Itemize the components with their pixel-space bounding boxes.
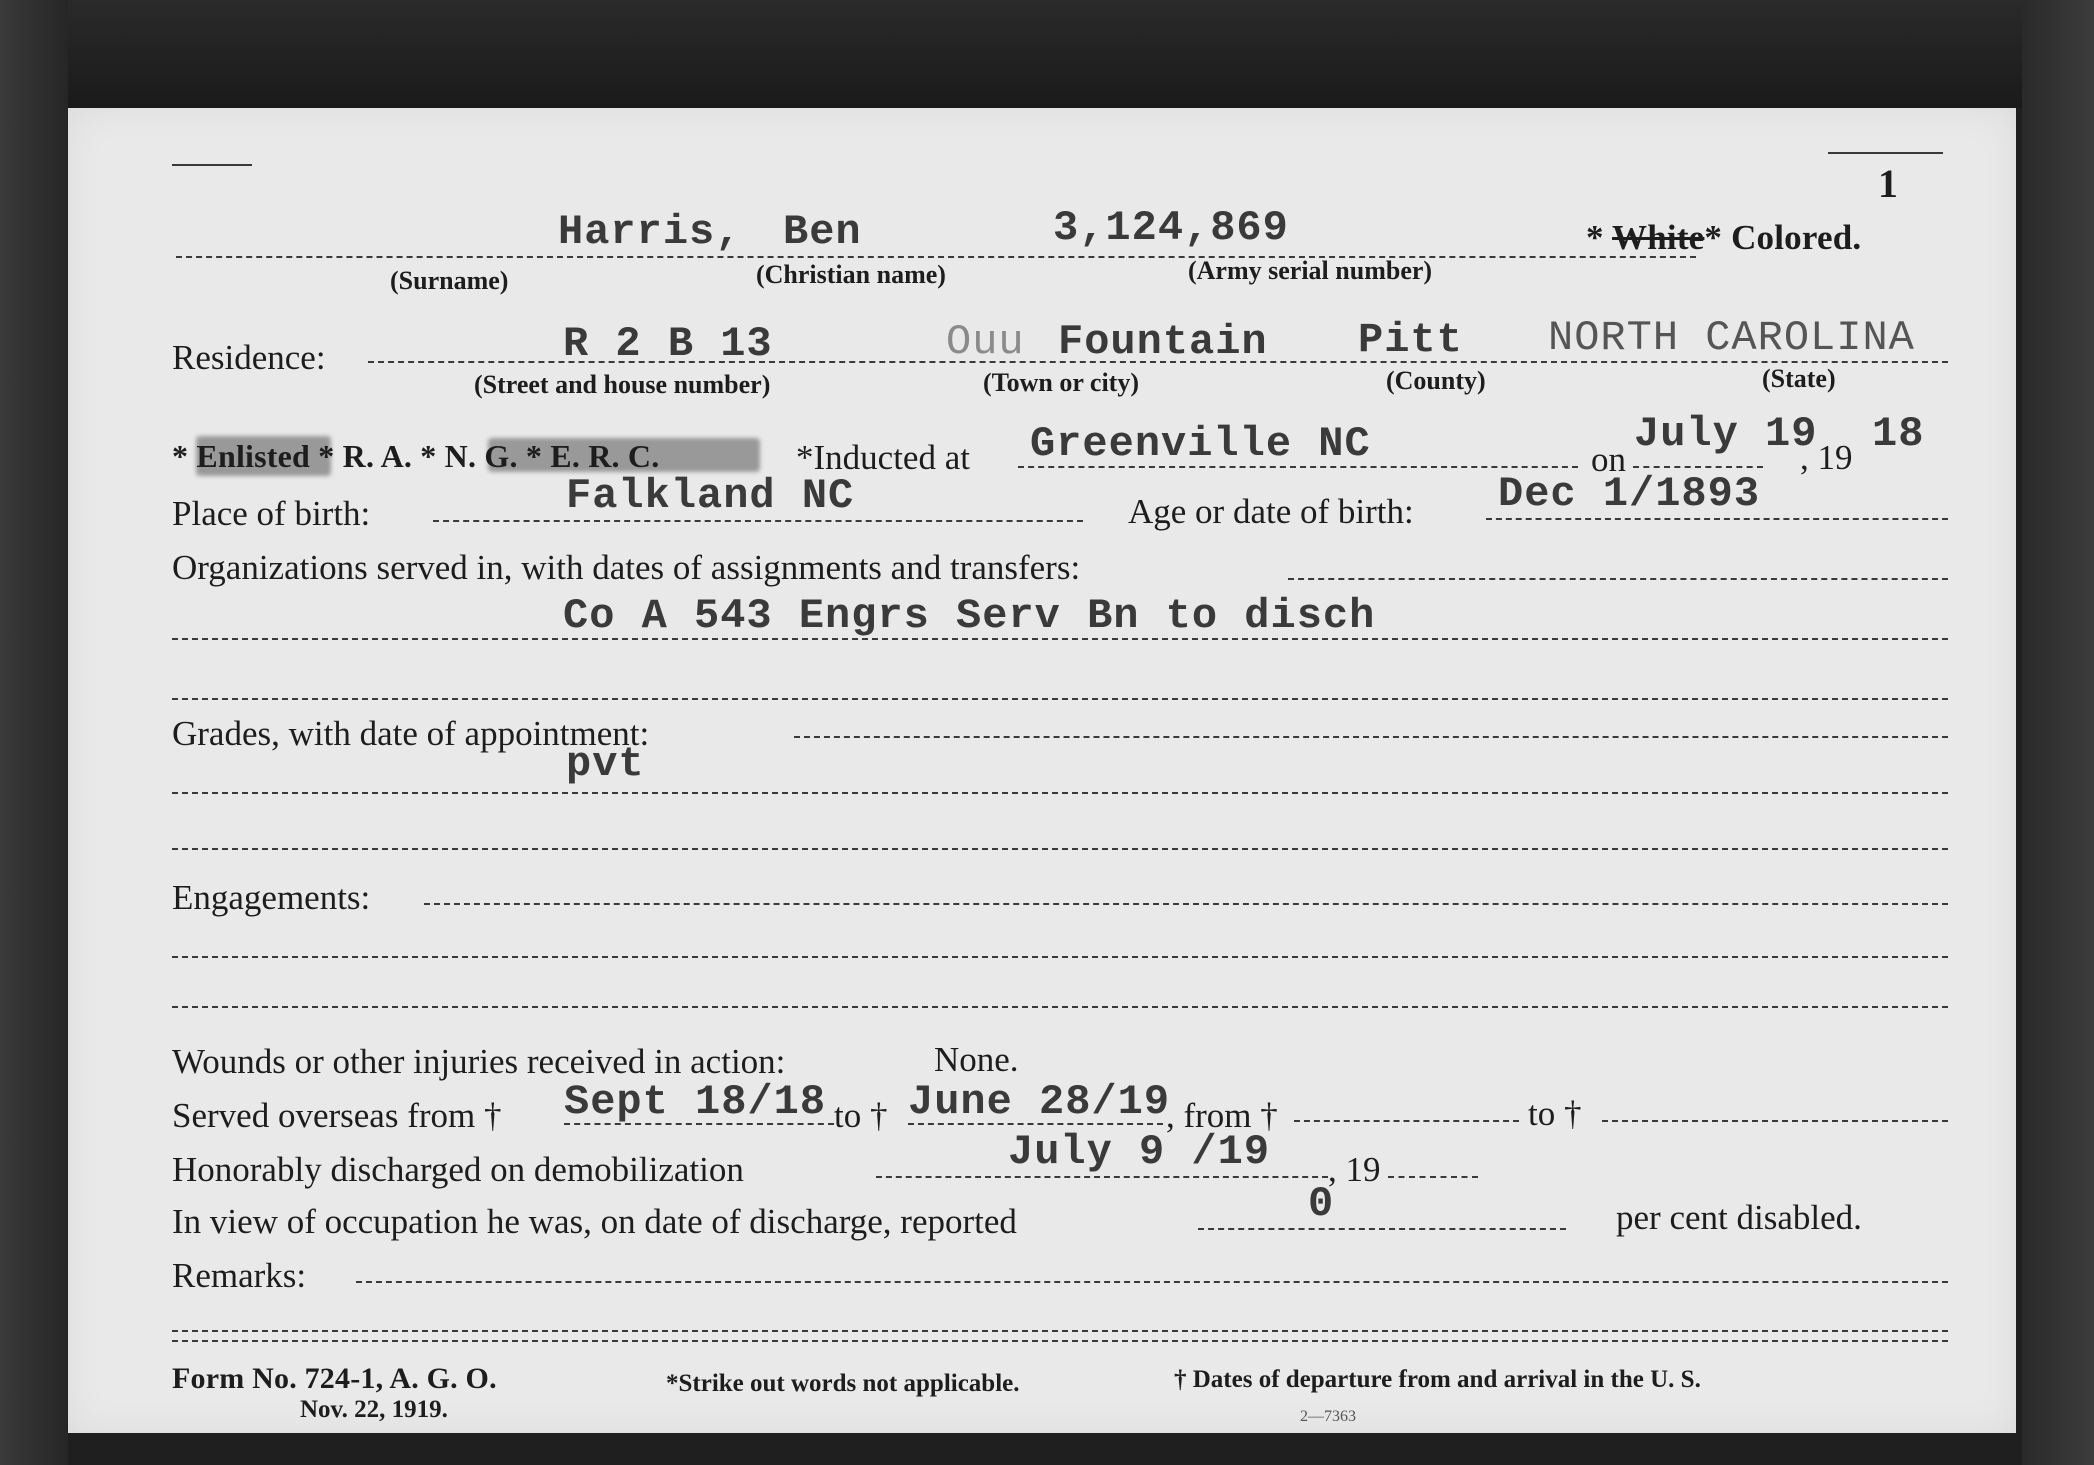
overseas-to-value: June 28/19 — [908, 1078, 1171, 1126]
inducted-place-value: Greenville NC — [1030, 420, 1371, 468]
grades-line-3 — [172, 848, 1948, 850]
christian-name-caption: (Christian name) — [756, 260, 946, 289]
footnote-dates: † Dates of departure from and arrival in the U. S. — [1174, 1366, 1701, 1393]
scan-background-right — [2022, 0, 2094, 1465]
discharge-label: Honorably discharged on demobilization — [172, 1150, 744, 1189]
engagements-label: Engagements: — [172, 878, 371, 917]
scan-background-left — [0, 0, 68, 1465]
enlistment-options: * Enlisted * R. A. * N. G. * E. R. C. — [172, 438, 660, 474]
grades-line-2 — [172, 792, 1948, 794]
service-record-card — [68, 108, 2016, 1433]
surname-caption: (Surname) — [390, 266, 509, 295]
footnote-strike-out: *Strike out words not applicable. — [666, 1370, 1020, 1397]
form-date: Nov. 22, 1919. — [300, 1396, 448, 1423]
induction-year-value: 18 — [1872, 410, 1925, 458]
induction-date-value: July 19 — [1634, 410, 1818, 458]
remarks-line-2 — [172, 1330, 1948, 1332]
engagements-line-1 — [424, 903, 1948, 905]
serial-number-caption: (Army serial number) — [1188, 256, 1433, 285]
organizations-label: Organizations served in, with dates of assignments and transfers: — [172, 548, 1081, 587]
page-number: 1 — [1878, 161, 1899, 206]
overseas-from2-line — [1294, 1120, 1519, 1122]
overseas-to2-label: to † — [1528, 1094, 1582, 1133]
birthplace-label: Place of birth: — [172, 494, 371, 533]
form-number: Form No. 724-1, A. G. O. — [172, 1362, 497, 1395]
disability-label: In view of occupation he was, on date of discharge, reported — [172, 1202, 1017, 1241]
organizations-value: Co A 543 Engrs Serv Bn to disch — [563, 592, 1376, 640]
organizations-line-3 — [172, 698, 1948, 700]
remarks-line-3 — [172, 1340, 1948, 1342]
birthdate-line — [1486, 518, 1948, 520]
overseas-to-label: to † — [834, 1096, 888, 1135]
overseas-from-value: Sept 18/18 — [564, 1078, 827, 1126]
town-caption: (Town or city) — [983, 368, 1139, 397]
county-caption: (County) — [1386, 366, 1486, 395]
top-left-rule — [172, 164, 252, 166]
remarks-label: Remarks: — [172, 1256, 307, 1295]
organizations-line-2 — [172, 638, 1948, 640]
disability-line — [1198, 1228, 1566, 1230]
scan-background-top — [0, 0, 2094, 108]
residence-label: Residence: — [172, 338, 326, 377]
engagements-line-2 — [172, 956, 1948, 958]
county-value: Pitt — [1358, 316, 1463, 364]
street-value: R 2 B 13 — [563, 320, 773, 368]
discharge-year-label: , 19 — [1328, 1150, 1381, 1189]
on-label: on — [1591, 440, 1626, 479]
christian-name-value: Ben — [783, 208, 862, 256]
surname-value: Harris, — [558, 208, 742, 256]
name-line — [176, 256, 1696, 258]
disability-value: 0 — [1308, 1180, 1335, 1228]
birthdate-label: Age or date of birth: — [1128, 492, 1414, 531]
state-value: NORTH CAROLINA — [1548, 314, 1915, 362]
discharge-year-line — [1388, 1176, 1478, 1178]
state-caption: (State) — [1762, 364, 1836, 393]
engagements-line-3 — [172, 1006, 1948, 1008]
page-number-rule — [1828, 152, 1943, 154]
disability-suffix: per cent disabled. — [1616, 1198, 1862, 1237]
race-options: * White* Colored. — [1586, 218, 1862, 257]
birthdate-value: Dec 1/1893 — [1498, 470, 1761, 518]
organizations-line-1 — [1288, 578, 1948, 580]
print-code: 2—7363 — [1300, 1408, 1356, 1425]
overseas-from-label: Served overseas from † — [172, 1096, 502, 1135]
street-caption: (Street and house number) — [474, 370, 771, 399]
serial-number-value: 3,124,869 — [1053, 204, 1289, 252]
grades-label: Grades, with date of appointment: — [172, 714, 650, 753]
grades-value: pvt — [566, 740, 645, 788]
wounds-value: None. — [934, 1040, 1019, 1079]
inducted-label: *Inducted at — [796, 438, 970, 477]
induction-date-line — [1633, 466, 1763, 468]
birthplace-line — [433, 520, 1083, 522]
discharge-line — [876, 1176, 1328, 1178]
grades-line-1 — [794, 736, 1948, 738]
induction-year-prefix: , 19 — [1800, 438, 1853, 477]
wounds-label: Wounds or other injuries received in action: — [172, 1042, 786, 1081]
birthplace-value: Falkland NC — [566, 472, 855, 520]
town-struck-value: Ouu — [946, 318, 1025, 366]
discharge-date-value: July 9 /19 — [1008, 1128, 1271, 1176]
race-white-struck: White — [1612, 218, 1705, 257]
town-value: Fountain — [1058, 318, 1268, 366]
overseas-to2-line — [1602, 1120, 1948, 1122]
overseas-from2-label: , from † — [1166, 1096, 1278, 1135]
remarks-line-1 — [356, 1281, 1948, 1283]
